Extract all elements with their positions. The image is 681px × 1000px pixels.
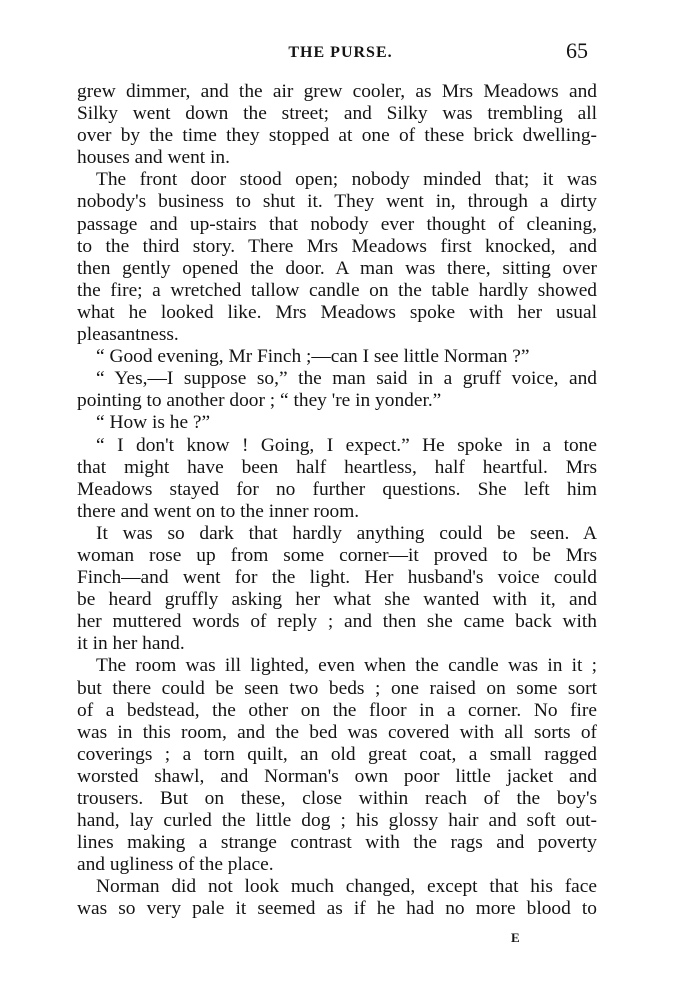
running-title: THE PURSE. bbox=[288, 44, 393, 61]
text-line: it in her hand. bbox=[77, 633, 185, 655]
text-line: The front door stood open; nobody minded that; it was bbox=[96, 169, 597, 191]
text-line: pointing to another door ; “ they 're in yonder.” bbox=[77, 390, 442, 412]
text-line: trousers. But on these, close within reach of the boy's bbox=[77, 788, 597, 809]
signature-mark: E bbox=[511, 930, 520, 945]
text-line: coverings ; a torn quilt, an old great coat, a small ragged bbox=[77, 743, 597, 765]
text-line: was in this room, and the bed was covered with all sorts of bbox=[77, 721, 597, 743]
text-line: It was so dark that hardly anything could be seen. A bbox=[96, 522, 597, 544]
body-text bbox=[77, 81, 597, 921]
text-line: houses and went in. bbox=[77, 147, 230, 169]
text-line: “ Good evening, Mr Finch ;—can I see little Norman ?” bbox=[96, 346, 530, 368]
text-line: passage and up-stairs that nobody ever thought of cleaning, bbox=[77, 213, 597, 235]
text-line: over by the time they stopped at one of these brick dwelling- bbox=[77, 125, 597, 147]
text-line: grew dimmer, and the air grew cooler, as Mrs Meadows and bbox=[77, 81, 597, 102]
text-line: “ Yes,—I suppose so,” the man said in a gruff voice, and bbox=[96, 368, 597, 390]
text-line: “ I don't know ! Going, I expect.” He spoke in a tone bbox=[96, 434, 597, 456]
text-line: Norman did not look much changed, except that his face bbox=[96, 876, 597, 898]
text-line: nobody's business to shut it. They went in, through a dirty bbox=[77, 191, 597, 213]
text-line: the fire; a wretched tallow candle on the table hardly showed bbox=[77, 279, 597, 301]
text-line: but there could be seen two beds ; one raised on some sort bbox=[77, 677, 597, 699]
text-line: woman rose up from some corner—it proved to be Mrs bbox=[77, 544, 597, 566]
text-line: lines making a strange contrast with the rags and poverty bbox=[77, 832, 597, 854]
text-line: pleasantness. bbox=[77, 324, 179, 346]
text-line: be heard gruffly asking her what she wanted with it, and bbox=[77, 589, 597, 611]
text-line: there and went on to the inner room. bbox=[77, 500, 360, 522]
text-line: “ How is he ?” bbox=[96, 412, 211, 434]
page-number: 65 bbox=[566, 38, 588, 63]
text-line: and ugliness of the place. bbox=[77, 854, 274, 876]
text-line: to the third story. There Mrs Meadows first knocked, and bbox=[77, 235, 597, 257]
text-line: was so very pale it seemed as if he had no more blood to bbox=[77, 898, 597, 920]
text-line: Meadows stayed for no further questions. She left him bbox=[77, 478, 597, 500]
text-line: her muttered words of reply ; and then she came back with bbox=[77, 611, 597, 633]
text-line: of a bedstead, the other on the floor in a corner. No fire bbox=[77, 699, 597, 721]
text-line: hand, lay curled the little dog ; his glossy hair and soft out- bbox=[77, 810, 597, 832]
text-line: Silky went down the street; and Silky was trembling all bbox=[77, 103, 597, 125]
text-line: The room was ill lighted, even when the candle was in it ; bbox=[96, 655, 597, 677]
text-line: that might have been half heartless, half heartful. Mrs bbox=[77, 456, 597, 478]
text-line: worsted shawl, and Norman's own poor little jacket and bbox=[77, 765, 597, 787]
text-line: then gently opened the door. A man was there, sitting over bbox=[77, 257, 597, 279]
text-line: what he looked like. Mrs Meadows spoke with her usual bbox=[77, 301, 597, 323]
text-line: Finch—and went for the light. Her husband's voice could bbox=[77, 567, 597, 589]
